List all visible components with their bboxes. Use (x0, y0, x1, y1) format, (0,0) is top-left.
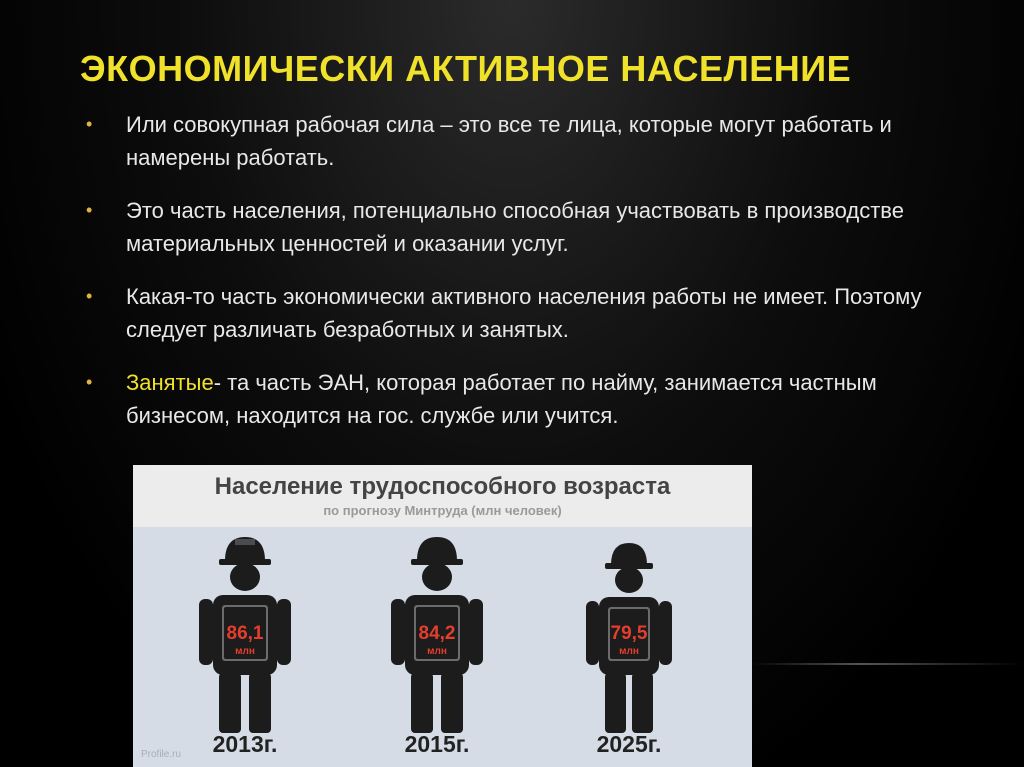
bullet-dot-icon: • (86, 114, 93, 134)
worker-value: 84,2 (418, 623, 456, 644)
bullet-dot-icon: • (86, 200, 93, 220)
slide-title: ЭКОНОМИЧЕСКИ АКТИВНОЕ НАСЕЛЕНИЕ (80, 48, 852, 89)
bullet-text: Какая-то часть экономически активного населения работы не имеет. Поэтому следует различать безработных и занятых. (126, 284, 922, 342)
decorative-line (752, 663, 1024, 665)
worker-figure-2013 (175, 525, 315, 740)
year-label: 2015г. (404, 731, 470, 757)
infographic-subtitle: по прогнозу Минтруда (млн человек) (323, 503, 562, 518)
worker-unit: млн (427, 646, 447, 657)
bullet-text: - та часть ЭАН, которая работает по найму, занимается частным бизнесом, находится на гос. службе или учится. (126, 370, 877, 428)
bullet-text: Это часть населения, потенциально способная участвовать в производстве материальных ценностей и оказании услуг. (126, 198, 904, 256)
bullet-item (84, 194, 984, 260)
year-label: 2013г. (212, 731, 278, 757)
worker-figure-2025 (559, 525, 699, 740)
bullet-item (84, 108, 984, 174)
bullet-dot-icon: • (86, 286, 93, 306)
year-label: 2025г. (596, 731, 662, 757)
bullet-item (84, 280, 984, 346)
worker-value: 86,1 (226, 623, 264, 644)
watermark: Profile.ru (141, 749, 182, 760)
bullet-text: Или совокупная рабочая сила – это все те лица, которые могут работать и намерены работать. (126, 112, 892, 170)
bullet-dot-icon: • (86, 372, 93, 392)
bullet-list (84, 108, 984, 452)
bullet-highlight: Занятые (126, 370, 214, 395)
infographic-image (133, 465, 752, 767)
worker-unit: млн (235, 646, 255, 657)
worker-figure-2015 (367, 525, 507, 740)
worker-unit: млн (619, 646, 639, 657)
worker-value: 79,5 (610, 623, 648, 644)
infographic-title: Население трудоспособного возраста (214, 473, 671, 500)
bullet-item (84, 366, 984, 432)
